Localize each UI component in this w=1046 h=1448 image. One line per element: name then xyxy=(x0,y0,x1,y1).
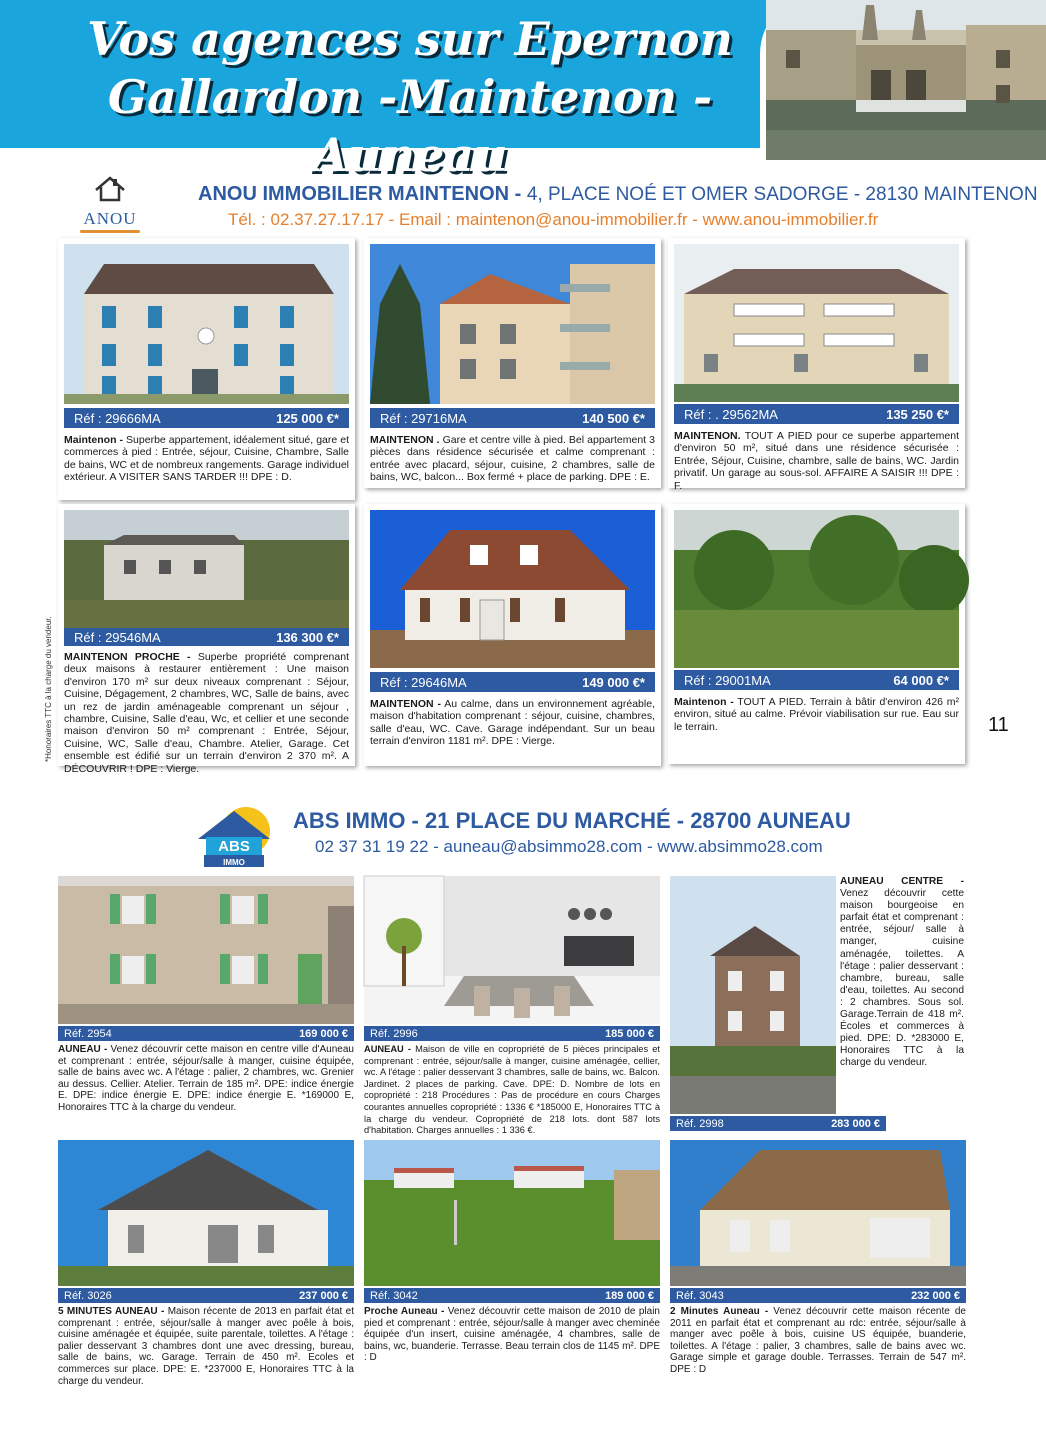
abs-logo-text: ABS xyxy=(218,838,250,855)
listing-card[interactable] xyxy=(668,504,965,764)
listing-text: Maison récente de 2013 en parfait état et comprenant : entrée, séjour/salle à manger avec poêle à bois, cuisine aménagée et équipée, suite parentale, toilettes. A l'étage : palier desservant 3 chambres dont une avec dressing, bureau, salle de bains, wc. Garage. Terrain de 450 m². Ecoles et commerces sur place. DPE: E. *237000 E, Honoraires TTC à la charge du vendeur. xyxy=(58,1306,354,1387)
listing-ref-bar xyxy=(58,1026,354,1041)
header-town-photo xyxy=(760,0,1040,154)
listing-ref-bar xyxy=(674,404,959,424)
listing-ref: Réf : 29001MA xyxy=(684,672,771,688)
listing-ref: Réf : 29716MA xyxy=(380,410,467,426)
anou-agency-name: ANOU IMMOBILIER MAINTENON xyxy=(198,183,510,205)
listing-price: 169 000 € xyxy=(299,1027,348,1040)
anou-agency-heading xyxy=(198,183,1038,206)
listing-photo xyxy=(370,244,655,404)
listing-text: Gare et centre ville à pied. Bel appartement 3 pièces dans résidence sécurisée et calme comprenant : entrée avec placard, séjour, cuisine, 2 chambres, salle de bains, WC, balcon... Box fermé + place de parking. DPE : E. xyxy=(370,434,655,484)
abs-logo-subtext: IMMO xyxy=(223,858,245,867)
listing-price: 135 250 €* xyxy=(886,406,949,422)
listing-ref-bar xyxy=(58,1288,354,1303)
listing-description xyxy=(64,651,349,775)
listing-ref: Réf. 2954 xyxy=(64,1027,112,1040)
listing-text: Superbe propriété comprenant deux maisons à restaurer entièrement : Une maison d'environ 170 m² sur deux niveaux comprenant : Séjour, Cuisine, Dégagement, 2 chambres, WC, Salle de bains, avec un rez de jardin aménageable comprenant un séjour , chambre, Cuisine, Salle d'eau, Wc, et cellier et une seconde maison d'environ 50 m² comprenant : Entrée, Séjour, Cuisine, WC, Salle d'eau, Chambre. Atelier, Garage. Cet ensemble est édifié sur un terrain d'environ 2 370 m². A DÉCOUVRIR ! DPE : Vierge. xyxy=(64,651,349,775)
anou-agency-address: 4, PLACE NOÉ ET OMER SADORGE - 28130 MAINTENON xyxy=(526,184,1038,205)
listing-ref-bar xyxy=(674,670,959,690)
listing-title: MAINTENON PROCHE - xyxy=(64,651,191,663)
listing-card[interactable] xyxy=(668,238,965,492)
page-title xyxy=(40,10,780,184)
listing-ref-bar xyxy=(364,1288,660,1303)
abs-immo-logo xyxy=(194,803,274,869)
listing-description xyxy=(674,696,959,733)
listing-ref: Réf. 2996 xyxy=(370,1027,418,1040)
listing-description xyxy=(674,430,959,492)
listing-card[interactable] xyxy=(58,504,355,775)
listing-card[interactable] xyxy=(670,876,966,1132)
listing-text: TOUT A PIED pour ce superbe appartement d'environ 50 m², situé dans une résidence sécurisée : Entrée, Séjour, Cuisine, chambre, salle de bains, WC. Jardin privatif. Un garage au sous-sol. AFFAIRE A SAISIR !!! DPE : F. xyxy=(674,430,959,492)
listing-photo xyxy=(58,1140,354,1286)
anou-agency-separator: - xyxy=(509,183,527,205)
listing-ref: Réf. 2998 xyxy=(676,1117,724,1130)
listing-photo xyxy=(674,510,959,668)
listing-photo xyxy=(58,876,354,1024)
listing-description xyxy=(364,1306,660,1364)
listing-price: 283 000 € xyxy=(831,1117,880,1130)
listing-ref: Réf : 29546MA xyxy=(74,629,161,645)
listing-ref-bar xyxy=(370,408,655,428)
listing-price: 64 000 €* xyxy=(893,672,949,688)
listing-description xyxy=(370,434,655,484)
listing-ref: Réf. 3043 xyxy=(676,1289,724,1302)
listing-ref-bar xyxy=(364,1026,660,1041)
listing-text: TOUT A PIED. Terrain à bâtir d'environ 426 m² environ, situé au calme. Prévoir viabilisation sur rue. Eau sur le terrain. xyxy=(674,696,959,733)
listing-price: 149 000 €* xyxy=(582,674,645,690)
listing-ref: Réf. 3026 xyxy=(64,1289,112,1302)
anou-agency-contact: Tél. : 02.37.27.17.17 - Email : maintenon@anou-immobilier.fr - www.anou-immobilier.fr xyxy=(228,210,879,229)
listing-title: Proche Auneau - xyxy=(364,1306,445,1317)
listing-title: Maintenon - xyxy=(674,696,734,708)
page-number: 11 xyxy=(988,714,1009,736)
page-header xyxy=(0,0,1024,182)
listing-photo xyxy=(670,1140,966,1286)
listing-text: Venez découvrir cette maison bourgeoise en parfait état et comprenant : entrée, séjour/ salle à manger, cuisine aménagée, toilettes. A l'étage : palier desservant : chambre, bureau, salle d'eau, toilettes. Au second : 2 chambres. Sous sol. Garage.Terrain de 418 m². Écoles et commerces à pied. DPE: D. *283000 E, Honoraires TTC à la charge du vendeur. xyxy=(840,888,964,1069)
listing-photo xyxy=(64,244,349,404)
listing-text: Venez découvrir cette maison en centre ville d'Auneau et comprenant : entrée, séjour/salle à manger, cuisine équipée, salle de bains avec wc. A l'étage : palier, 2 chambres, wc. Grenier au dessus. Cellier. Atelier. Terrain de 185 m². DPE: indice énergie E. DPE: indice énergie E. DPE: indice énergie E. *169000 E, Honoraires TTC à la charge du vendeur. xyxy=(58,1044,354,1113)
page-title-line2: Gallardon -Maintenon - Auneau xyxy=(107,70,713,182)
listing-title: MAINTENON . xyxy=(370,434,440,446)
listing-photo xyxy=(64,510,349,628)
listing-price: 140 500 €* xyxy=(582,410,645,426)
listing-price: 125 000 €* xyxy=(276,410,339,426)
listing-ref-bar xyxy=(370,672,655,692)
listing-price: 136 300 €* xyxy=(276,629,339,645)
listing-card[interactable] xyxy=(364,1140,660,1380)
listing-title: MAINTENON - xyxy=(370,698,441,710)
listing-text: Venez découvrir cette maison récente de 2011 en parfait état et comprenant au rdc: entrée, séjour/salle à manger avec poêle à bois, cuisine US équipée, buanderie, toilettes. A l'étage : palier, 3 chambres, salle de bains avec wc. Garage simple et garage double. Terrasses. Terrain de 547 m². DPE : D xyxy=(670,1306,966,1375)
listing-card[interactable] xyxy=(58,238,355,500)
listing-ref-bar xyxy=(64,408,349,428)
listing-card[interactable] xyxy=(364,504,661,766)
listing-card[interactable] xyxy=(364,876,661,1136)
listing-ref: Réf : 29646MA xyxy=(380,674,467,690)
listing-card[interactable] xyxy=(58,1140,354,1420)
listing-text: Venez découvrir cette maison de 2010 de plain pied et comprenant : entrée, séjour/salle à manger avec cheminée équipée d'un insert, cuisine aménagée, 4 chambres, salle de bains, wc, buanderie. Terrasse. Beau terrain clos de 1145 m². DPE : D xyxy=(364,1306,660,1364)
listing-text: Superbe appartement, idéalement situé, gare et commerces à pied : Entrée, séjour, Cuisine, Chambre, Salle de bains, WC et de nombreux rangements. Garage individuel extérieur. A VISITER SANS TARDER !!! DPE : D. xyxy=(64,434,349,484)
listing-title: AUNEAU CENTRE - xyxy=(840,876,964,887)
listing-description xyxy=(58,1306,354,1387)
house-icon xyxy=(93,176,127,202)
listing-card[interactable] xyxy=(670,1140,966,1390)
listing-description xyxy=(370,698,655,748)
listing-description xyxy=(670,1306,966,1376)
listing-ref: Réf : 29666MA xyxy=(74,410,161,426)
listing-price: 185 000 € xyxy=(605,1027,654,1040)
listing-price: 237 000 € xyxy=(299,1289,348,1302)
anou-logo-text: ANOU xyxy=(83,209,137,228)
anou-logo xyxy=(72,176,148,236)
abs-agency-name: ABS IMMO - 21 PLACE DU MARCHÉ - 28700 AUNEAU xyxy=(293,808,851,833)
page-title-line1: Vos agences sur Epernon xyxy=(87,12,733,66)
listing-photo xyxy=(670,876,836,1114)
listing-photo xyxy=(364,1140,660,1286)
listing-ref-bar xyxy=(670,1116,886,1131)
listing-card[interactable] xyxy=(58,876,354,1126)
listing-description xyxy=(58,1044,354,1114)
listing-title: 2 Minutes Auneau - xyxy=(670,1306,769,1317)
listing-title: AUNEAU - xyxy=(58,1044,108,1055)
listing-title: AUNEAU - xyxy=(364,1044,411,1054)
listing-text: Au calme, dans un environnement agréable, maison d'habitation comprenant : séjour, cuisine, chambres, salle d'eau, WC. Cave. Garage indépendant. Sur un beau terrain d'environ 1181 m². DPE : Vierge. xyxy=(370,698,655,748)
listing-description xyxy=(840,876,964,1070)
listing-ref-bar xyxy=(64,628,349,646)
listing-ref: Réf. 3042 xyxy=(370,1289,418,1302)
listing-text: Maison de ville en copropriété de 5 pièces principales et comprenant : entrée, séjour/salle à manger, cuisine aménagée, cellier, wc. A l'étage : palier desservant 3 chambres, salle de bains, wc. Balcon. Jardinet. 2 places de parking. Cave. DPE: D. Nombre de lots en copropriété : 218 Procédures : Pas de procédure en cours Charges courantes annuelles copropriété : 1336 € *185000 E, Honoraires TTC à la charge du vendeur. Copropriété de 218 lots. dont 587 lots d'habitation. Charges annuelles : 1 336 €. xyxy=(364,1044,661,1136)
listing-photo xyxy=(370,510,655,668)
listing-photo xyxy=(364,876,660,1024)
anou-logo-swoosh xyxy=(80,230,140,233)
listing-card[interactable] xyxy=(364,238,661,488)
listing-photo xyxy=(674,244,959,402)
listing-title: 5 MINUTES AUNEAU - xyxy=(58,1306,165,1317)
listing-title: Maintenon - xyxy=(64,434,124,446)
listing-ref-bar xyxy=(670,1288,966,1303)
listing-price: 189 000 € xyxy=(605,1289,654,1302)
listing-ref: Réf : . 29562MA xyxy=(684,406,778,422)
abs-agency-contact: 02 37 31 19 22 - auneau@absimmo28.com - www.absimmo28.com xyxy=(315,837,823,856)
listing-description xyxy=(64,434,349,484)
listing-description xyxy=(364,1044,660,1137)
fees-side-note: *Honoraires TTC à la charge du vendeur. xyxy=(44,616,53,762)
listing-price: 232 000 € xyxy=(911,1289,960,1302)
listing-title: MAINTENON. xyxy=(674,430,741,442)
